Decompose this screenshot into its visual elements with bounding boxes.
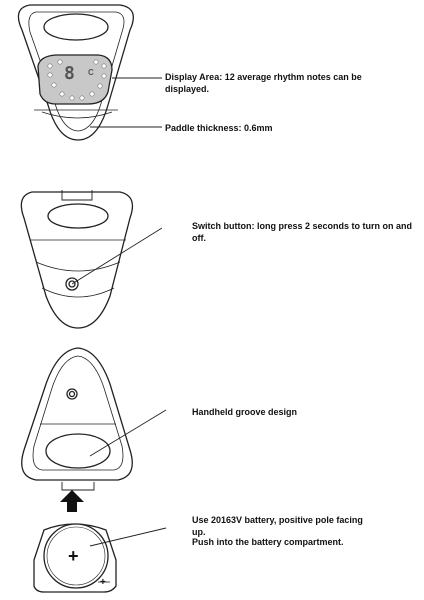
tuner-back-view [21,190,132,328]
display-window [38,55,112,104]
push-up-arrow [60,490,84,512]
lower-band [36,262,120,271]
display-note-glyph: C [88,68,94,77]
pick-body-outline [22,348,133,480]
handheld-groove-label: Handheld groove design [192,407,298,417]
display-digit-glyph: 8 [64,63,75,84]
pick-body-outline [21,192,132,328]
paddle-thickness-label: Paddle thickness: 0.6mm [165,123,273,133]
switch-button-label: Switch button: long press 2 seconds to turn on and off. [192,221,413,244]
button-outer [67,389,77,399]
display-area-label: Display Area: 12 average rhythm notes can be displayed. [165,72,362,95]
battery-corner-plus-sign: + [100,577,106,588]
switch-leader-line [72,228,162,284]
battery-plus-sign: + [68,546,79,566]
bottom-edge [42,288,114,297]
top-groove [44,14,108,40]
tuner-front-view [18,5,133,140]
groove-leader-line [90,410,166,456]
battery-label: Use 20163V battery, positive pole facing up. [192,515,363,538]
battery-push-label: Push into the battery compartment. [192,537,344,547]
tuner-underside-view [22,348,133,490]
button-inner [70,392,75,397]
top-groove [48,204,108,228]
bottom-clip [62,482,94,490]
handheld-groove [46,434,110,468]
